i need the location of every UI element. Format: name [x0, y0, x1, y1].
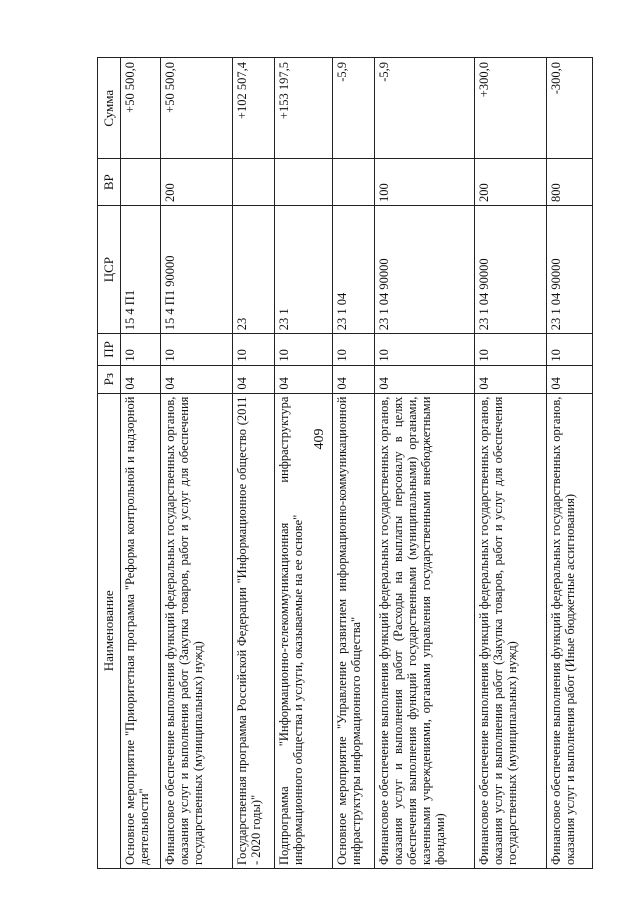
cell-name: Основное мероприятие "Приоритетная программа "Реформа контрольной и надзорной деятельности" [121, 393, 161, 868]
cell-vr: 100 [375, 159, 475, 206]
cell-csr: 23 1 04 90000 [375, 206, 475, 334]
cell-pr: 10 [233, 334, 275, 365]
budget-table-rotated [97, 57, 593, 869]
cell-name: Государственная программа Российской Федерации "Информационное общество (2011 - 2020 годы)" [233, 393, 275, 868]
cell-vr [275, 159, 333, 206]
cell-vr: 200 [161, 159, 233, 206]
table-row [275, 58, 333, 869]
header-vr: ВР [98, 159, 121, 206]
cell-vr [333, 159, 375, 206]
header-rz: Рз [98, 365, 121, 393]
cell-sum: -5,9 [333, 58, 375, 159]
cell-csr: 15 4 П1 [121, 206, 161, 334]
cell-name: Подпрограмма "Информационно-телекоммуникационная инфраструктура информационного общества и услуги, оказываемые на ее основе" [275, 393, 333, 868]
cell-rz: 04 [121, 365, 161, 393]
table-row [547, 58, 593, 869]
cell-csr: 15 4 П1 90000 [161, 206, 233, 334]
header-pr: ПР [98, 334, 121, 365]
cell-csr: 23 [233, 206, 275, 334]
cell-vr [121, 159, 161, 206]
cell-name: Финансовое обеспечение выполнения функций федеральных государственных органов, оказания услуг и выполнения работ (Закупка товаров, работ и услуг для обеспечения государственных (муниципальных) нужд) [161, 393, 233, 868]
cell-sum: -300,0 [547, 58, 593, 159]
cell-sum: +300,0 [475, 58, 547, 159]
header-csr: ЦСР [98, 206, 121, 334]
page-number: 409 [312, 428, 327, 450]
table-row [233, 58, 275, 869]
cell-rz: 04 [547, 365, 593, 393]
table-row [375, 58, 475, 869]
table-header-row [98, 58, 121, 869]
header-name: Наименование [98, 393, 121, 868]
cell-vr: 800 [547, 159, 593, 206]
cell-pr: 10 [121, 334, 161, 365]
cell-pr: 10 [475, 334, 547, 365]
cell-pr: 10 [161, 334, 233, 365]
table-row [161, 58, 233, 869]
cell-csr: 23 1 04 90000 [475, 206, 547, 334]
cell-name: Основное мероприятие "Управление развитием информационно-коммуникационной инфраструктуры информационного общества" [333, 393, 375, 868]
cell-pr: 10 [333, 334, 375, 365]
cell-rz: 04 [233, 365, 275, 393]
cell-sum: +102 507,4 [233, 58, 275, 159]
cell-csr: 23 1 [275, 206, 333, 334]
cell-sum: -5,9 [375, 58, 475, 159]
cell-sum: +50 500,0 [121, 58, 161, 159]
cell-pr: 10 [375, 334, 475, 365]
cell-name: Финансовое обеспечение выполнения функций федеральных государственных органов, оказания услуг и выполнения работ (Закупка товаров, работ и услуг для обеспечения государственных (муниципальных) нужд) [475, 393, 547, 868]
cell-vr: 200 [475, 159, 547, 206]
cell-name: Финансовое обеспечение выполнения функций федеральных государственных органов, оказания услуг и выполнения работ (Расходы на выплаты персоналу в целях обеспечения выполнения функций государственными (муниципальными) органами, казенными учреждениями, органами управления государственными внебюджетными фондами) [375, 393, 475, 868]
table-row [333, 58, 375, 869]
cell-sum: +153 197,5 [275, 58, 333, 159]
budget-table [97, 57, 593, 869]
cell-pr: 10 [547, 334, 593, 365]
cell-name: Финансовое обеспечение выполнения функций федеральных государственных органов, оказания услуг и выполнения работ (Иные бюджетные ассигнования) [547, 393, 593, 868]
cell-rz: 04 [333, 365, 375, 393]
table-row [121, 58, 161, 869]
cell-vr [233, 159, 275, 206]
cell-csr: 23 1 04 [333, 206, 375, 334]
cell-rz: 04 [375, 365, 475, 393]
cell-rz: 04 [275, 365, 333, 393]
cell-pr: 10 [275, 334, 333, 365]
cell-rz: 04 [475, 365, 547, 393]
cell-csr: 23 1 04 90000 [547, 206, 593, 334]
table-row [475, 58, 547, 869]
cell-rz: 04 [161, 365, 233, 393]
cell-sum: +50 500,0 [161, 58, 233, 159]
header-sum: Сумма [98, 58, 121, 159]
